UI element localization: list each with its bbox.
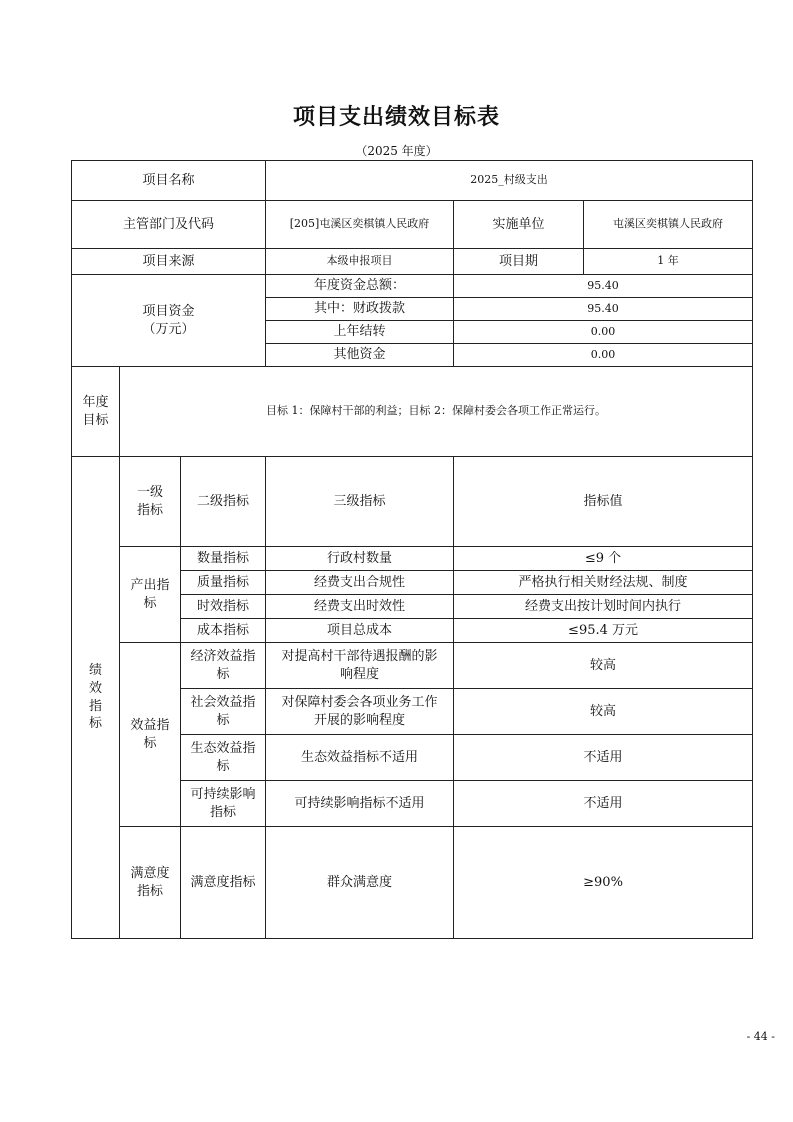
benefit-level3-line: 开展的影响程度: [314, 712, 406, 728]
funds-row-label: 年度资金总额：: [266, 275, 454, 298]
impl-label: 实施单位: [454, 201, 584, 249]
project-name-label: 项目名称: [72, 161, 266, 201]
dept-row: [72, 201, 753, 249]
benefit-level3-line: 对保障村委会各项业务工作: [281, 694, 438, 710]
performance-target-table: [71, 160, 753, 939]
period-value: 1 年: [584, 249, 753, 275]
funds-row-value: 0.00: [454, 321, 753, 344]
benefit-value: 不适用: [454, 781, 753, 827]
output-level2: 数量指标: [181, 547, 266, 571]
satisfaction-level3: 群众满意度: [266, 827, 454, 939]
page-title: 项目支出绩效目标表: [292, 105, 500, 130]
satisfaction-label-cell: [120, 827, 181, 939]
level3-header: 三级指标: [266, 457, 454, 547]
benefit-level3-line: 对提高村干部待遇报酬的影: [281, 648, 438, 664]
benefit-value: 不适用: [454, 735, 753, 781]
funds-row-value: 95.40: [454, 298, 753, 321]
output-level3: 经费支出时效性: [266, 595, 454, 619]
source-value: 本级申报项目: [266, 249, 454, 275]
annual-goal-label: 目标: [82, 412, 109, 428]
output-level3: 行政村数量: [266, 547, 454, 571]
level1-header: [120, 457, 181, 547]
dept-label: 主管部门及代码: [72, 201, 266, 249]
satisfaction-level2: 满意度指标: [181, 827, 266, 939]
satisfaction-row: [72, 827, 753, 939]
impl-value: 屯溪区奕棋镇人民政府: [584, 201, 753, 249]
funds-row-value: 95.40: [454, 275, 753, 298]
funds-row-label: 上年结转: [266, 321, 454, 344]
benefit-row: [72, 643, 753, 689]
output-level2: 成本指标: [181, 619, 266, 643]
output-level2: 时效指标: [181, 595, 266, 619]
funds-row-label: 其中：财政拨款: [266, 298, 454, 321]
indicators-label-char: 指: [88, 698, 102, 714]
output-value: ≤9 个: [454, 547, 753, 571]
output-level3: 项目总成本: [266, 619, 454, 643]
benefit-level2: [181, 735, 266, 781]
benefit-label: 效益指: [130, 717, 170, 733]
annual-goal-label-cell: [72, 367, 120, 457]
benefit-level3: 可持续影响指标不适用: [266, 781, 454, 827]
benefit-level2-line: 社会效益指: [190, 694, 256, 710]
funds-row-value: 0.00: [454, 344, 753, 367]
funds-label: 项目资金: [142, 303, 195, 319]
funds-label-cell: [72, 275, 266, 367]
funds-row-label: 其他资金: [266, 344, 454, 367]
annual-goal-text: 目标 1：保障村干部的利益；目标 2：保障村委会各项工作正常运行。: [120, 367, 753, 457]
output-level3: 经费支出合规性: [266, 571, 454, 595]
benefit-level2: [181, 643, 266, 689]
benefit-value: 较高: [454, 689, 753, 735]
indicators-label-cell: [72, 457, 120, 939]
output-value: ≤95.4 万元: [454, 619, 753, 643]
annual-goal-row: [72, 367, 753, 457]
benefit-level2-line: 指标: [210, 804, 237, 820]
output-label-cell: [120, 547, 181, 643]
benefit-level2-line: 生态效益指: [190, 740, 256, 756]
benefit-label: 标: [143, 735, 157, 751]
level1-header-line: 一级: [136, 484, 163, 500]
dept-value: [205]屯溪区奕棋镇人民政府: [266, 201, 454, 249]
benefit-level2-line: 标: [216, 666, 230, 682]
benefit-value: 较高: [454, 643, 753, 689]
output-level2: 质量指标: [181, 571, 266, 595]
source-row: [72, 249, 753, 275]
benefit-level2-line: 标: [216, 712, 230, 728]
indicators-label-char: 效: [88, 680, 102, 696]
indicators-label-char: 绩: [88, 663, 102, 679]
benefit-level3-line: 响程度: [340, 666, 380, 682]
indicators-header-row: [72, 457, 753, 547]
output-label: 标: [143, 595, 157, 611]
period-label: 项目期: [454, 249, 584, 275]
benefit-level2: [181, 689, 266, 735]
output-row: [72, 547, 753, 571]
satisfaction-label: 指标: [136, 883, 163, 899]
level2-header: 二级指标: [181, 457, 266, 547]
benefit-level3: [266, 643, 454, 689]
satisfaction-value: ≥90%: [454, 827, 753, 939]
indicators-label-char: 标: [88, 716, 102, 732]
output-value: 严格执行相关财经法规、制度: [454, 571, 753, 595]
project-name-value: 2025_村级支出: [266, 161, 753, 201]
benefit-level2-line: 经济效益指: [190, 648, 256, 664]
benefit-level3: 生态效益指标不适用: [266, 735, 454, 781]
output-value: 经费支出按计划时间内执行: [454, 595, 753, 619]
source-label: 项目来源: [72, 249, 266, 275]
project-name-row: [72, 161, 753, 201]
annual-goal-label: 年度: [82, 394, 109, 410]
page-subtitle: （2025 年度）: [355, 144, 438, 158]
benefit-level3: [266, 689, 454, 735]
funds-row: [72, 275, 753, 298]
level1-header-line: 指标: [136, 502, 163, 518]
page-number: - 44 -: [746, 1030, 775, 1043]
benefit-level2-line: 可持续影响: [190, 786, 256, 802]
value-header: 指标值: [454, 457, 753, 547]
benefit-level2: [181, 781, 266, 827]
output-label: 产出指: [130, 577, 170, 593]
benefit-level2-line: 标: [216, 758, 230, 774]
satisfaction-label: 满意度: [130, 865, 170, 881]
benefit-label-cell: [120, 643, 181, 827]
funds-unit: （万元）: [142, 321, 195, 337]
